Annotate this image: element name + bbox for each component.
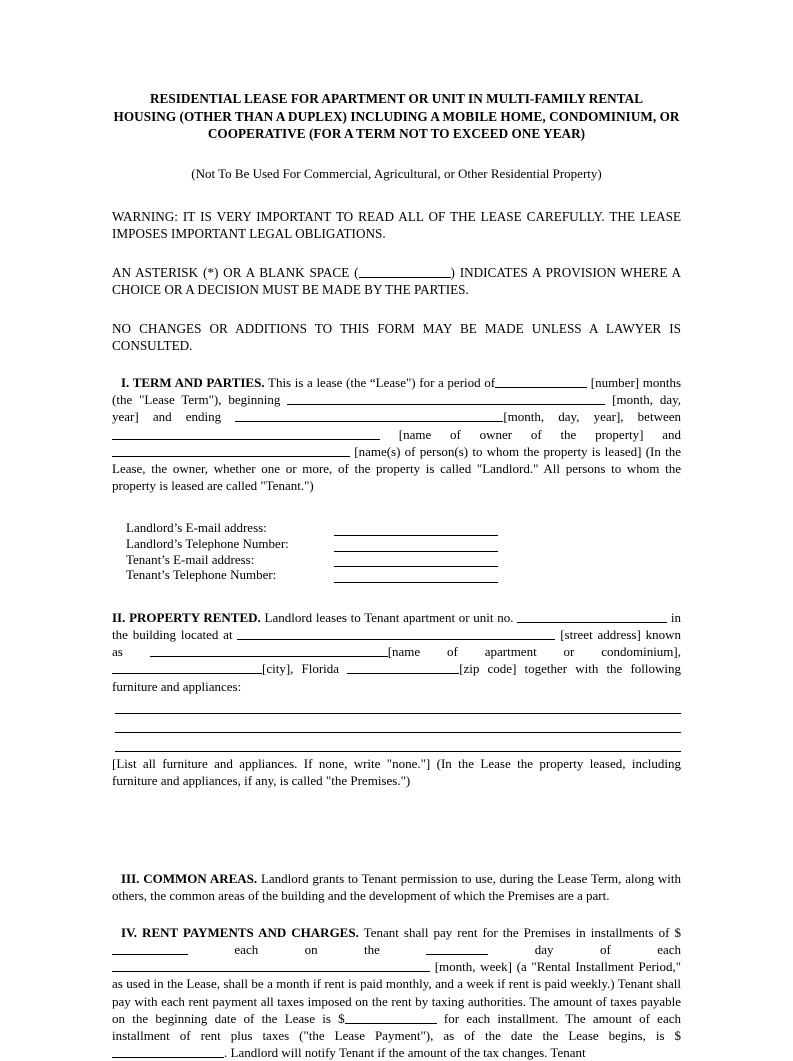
landlord-phone-label: Landlord’s Telephone Number: <box>126 536 289 552</box>
section-four-text-5: for each installment. The amount of each installment of rent plus taxes ("the Lease Payment"), as of the date the Lease begins, is $ <box>112 1010 681 1043</box>
blank-tenant-names <box>112 445 350 457</box>
landlord-phone-field[interactable] <box>334 540 498 552</box>
blank-rental-period <box>112 960 430 972</box>
contact-row-landlord-phone <box>126 536 681 552</box>
section-one-text-2: [number] months (the "Lease Term"), beginning <box>112 375 682 408</box>
blank-tax-amount <box>345 1012 437 1024</box>
section-one-text-5: [name of owner of the property] and <box>398 426 681 442</box>
section-one-text-3: [month, day, year] and ending <box>112 392 682 425</box>
tenant-phone-label: Tenant’s Telephone Number: <box>126 567 277 583</box>
tenant-email-field[interactable] <box>334 555 498 567</box>
section-two-text-2: in the building located at <box>112 609 682 643</box>
title-line-2: HOUSING (OTHER THAN A DUPLEX) INCLUDING A MOBILE HOME, CONDOMINIUM, OR <box>113 108 680 124</box>
tenant-phone-field[interactable] <box>334 571 498 583</box>
document-subtitle: (Not To Be Used For Commercial, Agricultural, or Other Residential Property) <box>191 165 602 181</box>
section-two-text-6: [zip code] together with the following furniture and appliances: <box>112 661 681 694</box>
blank-street-address <box>237 628 555 640</box>
asterisk-notice-part1: AN ASTERISK (*) OR A BLANK SPACE ( <box>112 264 359 280</box>
landlord-email-field[interactable] <box>334 524 498 536</box>
section-four-text-6: . Landlord will notify Tenant if the amount of the tax changes. Tenant <box>224 1045 586 1061</box>
blank-unit-number <box>517 611 667 623</box>
section-property-rented <box>112 609 681 695</box>
tenant-email-label: Tenant’s E-mail address: <box>126 551 255 567</box>
section-four-text-3: day of each <box>534 941 682 957</box>
section-one-heading: I. TERM AND PARTIES. <box>121 375 265 391</box>
page-content <box>112 0 681 1061</box>
section-term-and-parties <box>112 374 681 494</box>
section-three-heading: III. COMMON AREAS. <box>121 871 258 887</box>
section-common-areas <box>112 870 681 904</box>
landlord-email-label: Landlord’s E-mail address: <box>126 520 267 536</box>
asterisk-notice <box>112 264 681 299</box>
asterisk-inline-blank <box>359 266 451 278</box>
section-two-heading: II. PROPERTY RENTED. <box>112 609 261 625</box>
section-one-text-4: [month, day, year], between <box>503 409 681 425</box>
blank-end-date <box>235 410 503 422</box>
contact-row-tenant-email <box>126 552 681 568</box>
warning-notice: WARNING: IT IS VERY IMPORTANT TO READ ALL OF THE LEASE CAREFULLY. THE LEASE IMPOSES IMPORTANT LEGAL OBLIGATIONS. <box>112 208 681 242</box>
blank-lease-payment <box>112 1046 224 1058</box>
contact-row-tenant-phone <box>126 567 681 583</box>
section-four-text-4: [month, week] (a "Rental Installment Period," as used in the Lease, shall be a month if rent is paid monthly, and a week if rent is paid weekly.) Tenant shall pay with each rent payment all taxes imposed on the rent by taxing authorities. The amount of taxes payable on the beginning date of the Lease is $ <box>112 959 681 1026</box>
section-two-text-3: [street address] known as <box>112 627 682 660</box>
furniture-list-note: [List all furniture and appliances. If none, write "none."] (In the Lease the property leased, including furniture and appliances, if any, is called "the Premises.") <box>112 755 681 789</box>
section-one-text-1: This is a lease (the “Lease") for a period of <box>268 375 496 391</box>
furniture-line-2[interactable] <box>115 732 681 733</box>
section-three-body: Landlord grants to Tenant permission to use, during the Lease Term, along with others, the common areas of the building and the development of which the Premises are a part. <box>112 871 681 904</box>
blank-payment-day <box>426 943 488 955</box>
asterisk-notice-part2: ) INDICATES A PROVISION WHERE A CHOICE OR A DECISION MUST BE MADE BY THE PARTIES. <box>112 264 681 298</box>
section-spacer <box>112 789 681 851</box>
blank-installment-amount <box>112 943 188 955</box>
blank-city <box>112 662 262 674</box>
section-rent-payments <box>112 924 681 1061</box>
section-two-text-4: [name of apartment or condominium], <box>387 644 682 660</box>
title-line-1: RESIDENTIAL LEASE FOR APARTMENT OR UNIT IN MULTI-FAMILY RENTAL <box>149 91 644 106</box>
contact-row-landlord-email <box>126 520 681 536</box>
section-four-text-1: Tenant shall pay rent for the Premises in installments of $ <box>363 924 682 940</box>
document-title <box>112 0 681 143</box>
blank-period-number <box>495 376 587 388</box>
blank-begin-date <box>287 393 605 405</box>
furniture-list-rules <box>115 713 681 752</box>
furniture-line-3[interactable] <box>115 751 681 752</box>
section-four-heading: IV. RENT PAYMENTS AND CHARGES. <box>121 924 359 940</box>
section-two-text-1: Landlord leases to Tenant apartment or unit no. <box>264 609 514 625</box>
no-changes-notice: NO CHANGES OR ADDITIONS TO THIS FORM MAY BE MADE UNLESS A LAWYER IS CONSULTED. <box>112 320 681 354</box>
section-two-text-5: [city], Florida <box>262 661 340 677</box>
section-one-text-6: [name(s) of person(s) to whom the property is leased] (In the Lease, the owner, whether one or more, of the property is called "Landlord." All persons to whom the property is leased are called "Tenant.") <box>112 443 681 494</box>
blank-zip-code <box>347 662 459 674</box>
contact-info-block <box>126 520 681 582</box>
title-line-3: COOPERATIVE (FOR A TERM NOT TO EXCEED ONE YEAR) <box>207 126 586 141</box>
furniture-line-1[interactable] <box>115 713 681 714</box>
section-four-text-2: each on the <box>234 941 380 957</box>
blank-apartment-name <box>150 645 388 657</box>
blank-owner-name <box>112 428 380 440</box>
